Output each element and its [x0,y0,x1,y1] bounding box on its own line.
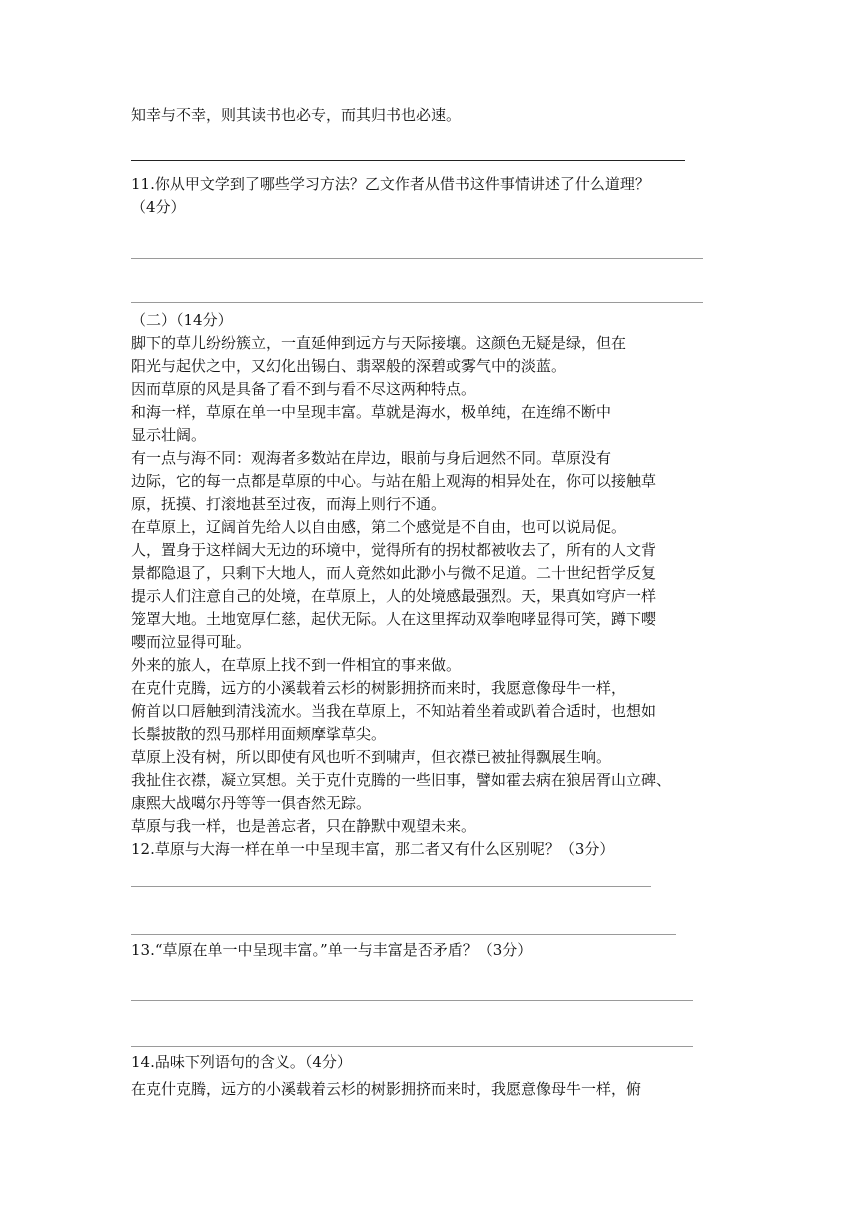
question-14-line-1: 14.品味下列语句的含义。（4分） [131,1053,352,1071]
passage-line: 长鬃披散的烈马那样用面颊摩挲草尖。 [131,725,387,743]
question-11-line-2: （4分） [131,198,186,216]
passage-line: 脚下的草儿纷纷簇立，一直延伸到远方与天际接壤。这颜色无疑是绿，但在 [131,334,627,352]
passage-line: 原，抚摸、打滚地甚至过夜，而海上则行不通。 [131,495,447,513]
passage-line: 景都隐退了，只剩下大地人，而人竟然如此渺小与微不足道。二十世纪哲学反复 [131,564,657,582]
passage-line: 提示人们注意自己的处境，在草原上，人的处境感最强烈。天，果真如穹庐一样 [131,587,657,605]
passage-line: 嘤而泣显得可耻。 [131,633,252,651]
answer-line [131,258,703,259]
question-13: 13.“草原在单一中呈现丰富。”单一与丰富是否矛盾？（3分） [131,941,533,959]
section-heading: （二）（14分） [131,311,233,329]
passage-line: 我扯住衣襟，凝立冥想。关于克什克腾的一些旧事，譬如霍去病在狼居胥山立碑、 [131,771,672,789]
answer-line [131,302,703,303]
question-11-line-1: 11.你从甲文学到了哪些学习方法？乙文作者从借书这件事情讲述了什么道理？ [131,175,650,193]
passage-line: 草原与我一样，也是善忘者，只在静默中观望未来。 [131,817,477,835]
passage-line: 显示壮阔。 [131,426,207,444]
question-14-line-2: 在克什克腾，远方的小溪载着云杉的树影拥挤而来时，我愿意像母牛一样，俯 [131,1080,642,1098]
question-12: 12.草原与大海一样在单一中呈现丰富，那二者又有什么区别呢？（3分） [131,840,615,858]
passage-line: 草原上没有树，所以即使有风也听不到啸声，但衣襟已被扯得飘展生响。 [131,748,612,766]
passage-line: 外来的旅人，在草原上找不到一件相宜的事来做。 [131,656,462,674]
answer-line [131,1046,693,1047]
passage-line: 因而草原的风是具备了看不到与看不尽这两种特点。 [131,380,477,398]
passage-line: 边际，它的每一点都是草原的中心。与站在船上观海的相异处在，你可以接触草 [131,472,657,490]
answer-line [131,1000,693,1001]
passage-line: 俯首以口唇触到清浅流水。当我在草原上，不知站着坐着或趴着合适时，也想如 [131,702,657,720]
passage-line: 有一点与海不同：观海者多数站在岸边，眼前与身后迥然不同。草原没有 [131,449,612,467]
passage-line: 在克什克腾，远方的小溪载着云杉的树影拥挤而来时，我愿意像母牛一样， [131,679,627,697]
answer-line [131,886,651,887]
intro-tail-text: 知幸与不幸，则其读书也必专，而其归书也必速。 [131,106,462,124]
passage-line: 阳光与起伏之中，又幻化出锡白、翡翠般的深碧或雾气中的淡蓝。 [131,357,567,375]
passage-line: 康熙大战噶尔丹等等一俱杳然无踪。 [131,794,372,812]
answer-line [131,160,685,161]
answer-line [131,934,676,935]
passage-line: 人，置身于这样阔大无边的环境中，觉得所有的拐杖都被收去了，所有的人文背 [131,541,657,559]
passage-line: 在草原上，辽阔首先给人以自由感，第二个感觉是不自由，也可以说局促。 [131,518,627,536]
passage-line: 和海一样，草原在单一中呈现丰富。草就是海水，极单纯，在连绵不断中 [131,403,612,421]
passage-line: 笼罩大地。土地宽厚仁慈，起伏无际。人在这里挥动双拳咆哮显得可笑，蹲下嘤 [131,610,657,628]
